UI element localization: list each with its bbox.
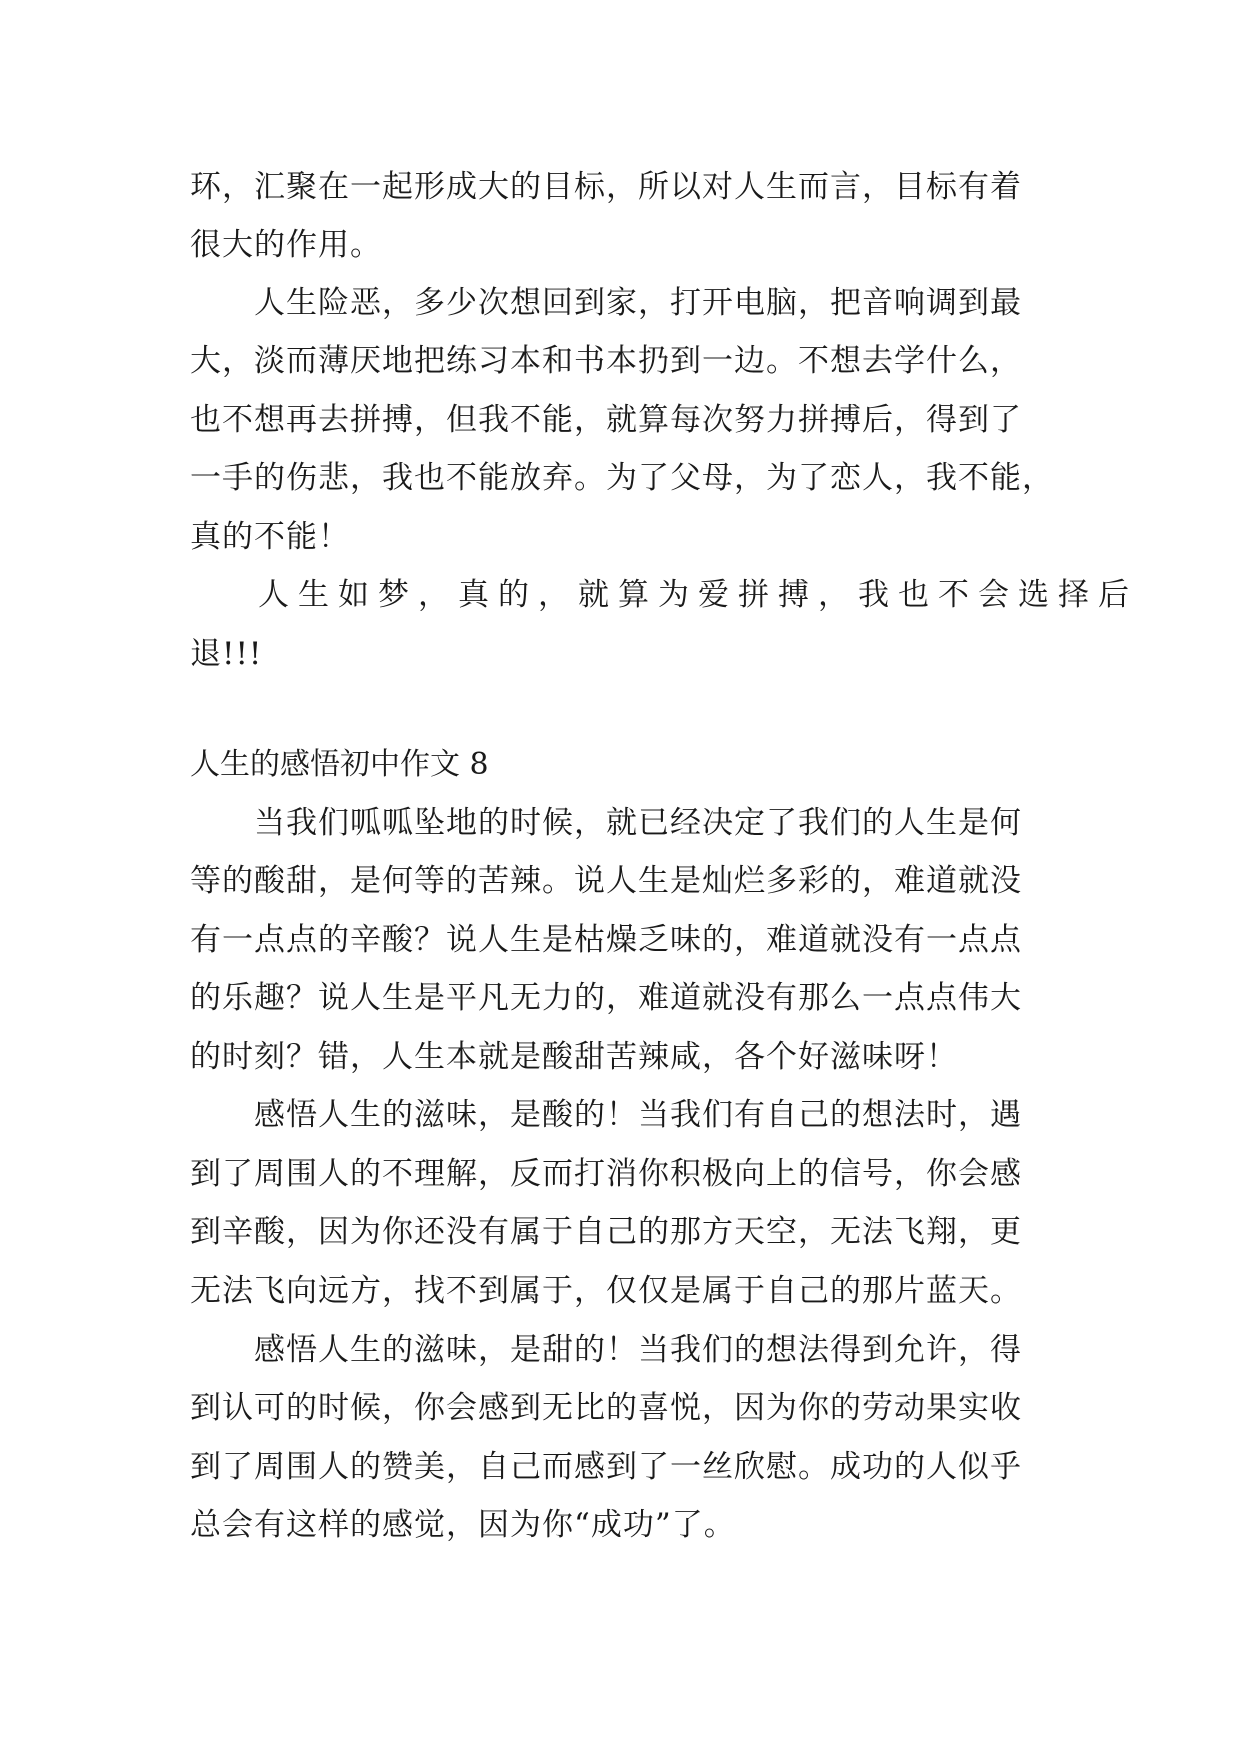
- paragraph-line: 一手的伤悲，我也不能放弃。为了父母，为了恋人，我不能，: [190, 460, 1054, 496]
- paragraph-line: 到了周围人的赞美，自己而感到了一丝欣慰。成功的人似乎: [190, 1449, 1022, 1485]
- paragraph-line: 感悟人生的滋味，是酸的！当我们有自己的想法时，遇: [254, 1097, 1022, 1133]
- paragraph-line: 环，汇聚在一起形成大的目标，所以对人生而言，目标有着: [190, 169, 1022, 205]
- paragraph-line: 大，淡而薄厌地把练习本和书本扔到一边。不想去学什么，: [190, 343, 1022, 379]
- paragraph-line: 的时刻？错，人生本就是酸甜苦辣咸，各个好滋味呀！: [190, 1039, 958, 1075]
- paragraph-line: 到认可的时候，你会感到无比的喜悦，因为你的劳动果实收: [190, 1390, 1022, 1426]
- paragraph-line: 到辛酸，因为你还没有属于自己的那方天空，无法飞翔，更: [190, 1214, 1022, 1250]
- paragraph-line: 当我们呱呱坠地的时候，就已经决定了我们的人生是何: [254, 805, 1022, 841]
- paragraph-line: 感悟人生的滋味，是甜的！当我们的想法得到允许，得: [254, 1332, 1022, 1368]
- paragraph-line: 真的不能！: [190, 519, 350, 555]
- paragraph-line: 等的酸甜，是何等的苦辣。说人生是灿烂多彩的，难道就没: [190, 863, 1022, 899]
- paragraph-line: 有一点点的辛酸？说人生是枯燥乏味的，难道就没有一点点: [190, 922, 1022, 958]
- paragraph-line: 的乐趣？说人生是平凡无力的，难道就没有那么一点点伟大: [190, 980, 1022, 1016]
- paragraph-line: 无法飞向远方，找不到属于，仅仅是属于自己的那片蓝天。: [190, 1273, 1022, 1309]
- paragraph-line: 人生险恶，多少次想回到家，打开电脑，把音响调到最: [254, 285, 1022, 321]
- paragraph-line: 也不想再去拼搏，但我不能，就算每次努力拼搏后，得到了: [190, 402, 1022, 438]
- paragraph-line: 到了周围人的不理解，反而打消你积极向上的信号，你会感: [190, 1156, 1022, 1192]
- section-title: 人生的感悟初中作文 8: [190, 747, 489, 782]
- paragraph-line: 很大的作用。: [190, 227, 382, 263]
- paragraph-line: 退!!!: [190, 636, 263, 672]
- paragraph-line: 总会有这样的感觉，因为你“成功”了。: [190, 1507, 736, 1543]
- paragraph-line: 人生如梦，真的，就算为爱拼搏，我也不会选择后: [258, 577, 1138, 613]
